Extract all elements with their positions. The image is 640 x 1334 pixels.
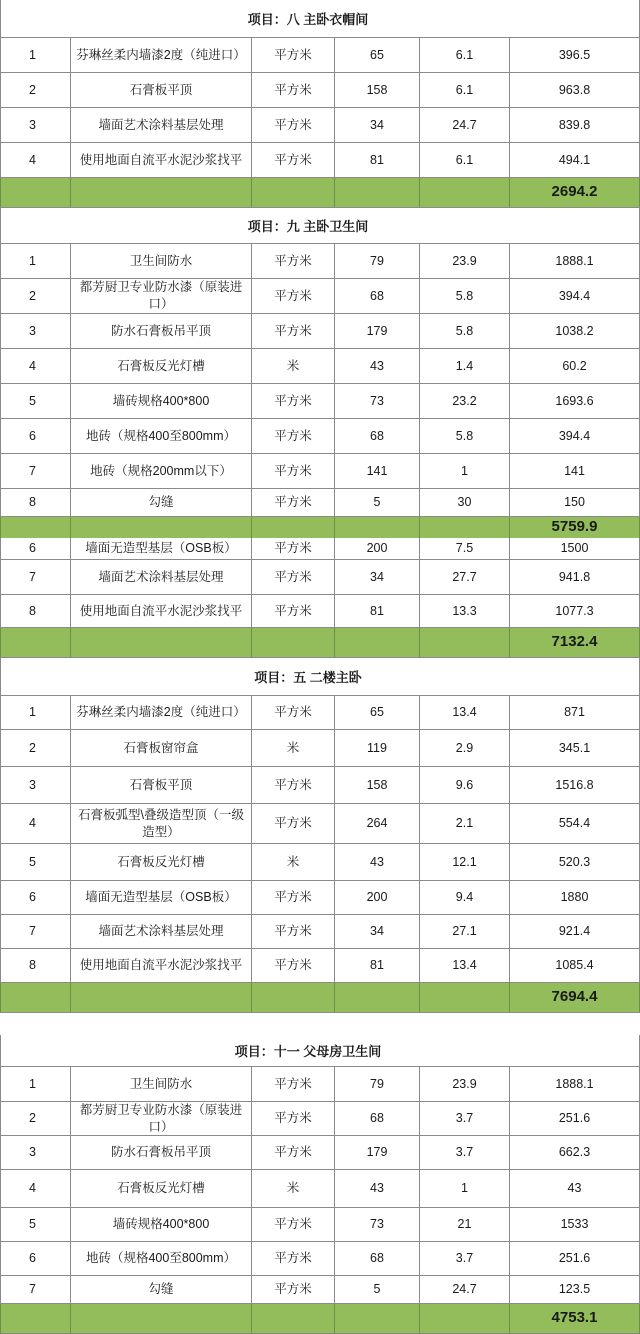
item-unit-price: 3.7 (419, 1136, 509, 1169)
section-title-text: 项目：九 主卧卫生间 (247, 219, 369, 234)
item-number: 1 (0, 38, 70, 72)
item-quantity: 79 (334, 244, 419, 278)
item-unit: 米 (251, 349, 334, 383)
item-unit: 平方米 (251, 314, 334, 348)
item-number: 6 (0, 538, 70, 559)
item-name: 地砖（规格400至800mm） (70, 1242, 251, 1275)
item-unit: 平方米 (251, 595, 334, 627)
item-amount: 1516.8 (509, 767, 640, 803)
item-unit-price: 2.1 (419, 804, 509, 843)
item-unit: 平方米 (251, 419, 334, 453)
table-row (0, 73, 640, 108)
item-unit-price: 23.9 (419, 244, 509, 278)
item-number: 5 (0, 384, 70, 418)
item-amount: 520.3 (509, 844, 640, 880)
item-quantity: 158 (334, 73, 419, 107)
item-name: 石膏板弧型\叠级造型顶（一级造型） (70, 804, 251, 843)
item-amount: 251.6 (509, 1242, 640, 1275)
item-number: 7 (0, 560, 70, 594)
item-unit-price: 5.8 (419, 419, 509, 453)
item-unit: 平方米 (251, 143, 334, 177)
table-row (0, 1102, 640, 1136)
table-row (0, 881, 640, 915)
item-quantity: 79 (334, 1067, 419, 1101)
item-name: 地砖（规格400至800mm） (70, 419, 251, 453)
item-name: 石膏板平顶 (70, 767, 251, 803)
subtotal-empty-cell (70, 178, 251, 207)
item-quantity: 34 (334, 108, 419, 142)
section-title (0, 1035, 640, 1067)
item-name: 墙面艺术涂料基层处理 (70, 108, 251, 142)
item-quantity: 158 (334, 767, 419, 803)
item-unit: 平方米 (251, 1067, 334, 1101)
item-name: 石膏板反光灯槽 (70, 1170, 251, 1207)
item-amount: 941.8 (509, 560, 640, 594)
item-unit-price: 1 (419, 454, 509, 488)
item-unit-price: 5.8 (419, 279, 509, 313)
item-unit-price: 6.1 (419, 38, 509, 72)
item-name: 石膏板反光灯槽 (70, 349, 251, 383)
section-title-text: 项目：五 二楼主卧 (254, 670, 362, 685)
quote-section (0, 0, 640, 208)
item-unit-price: 30 (419, 489, 509, 516)
item-amount: 141 (509, 454, 640, 488)
item-quantity: 34 (334, 560, 419, 594)
item-amount: 123.5 (509, 1276, 640, 1303)
item-name: 卫生间防水 (70, 244, 251, 278)
item-amount: 251.6 (509, 1102, 640, 1135)
item-quantity: 65 (334, 696, 419, 729)
item-number: 4 (0, 1170, 70, 1207)
item-unit: 平方米 (251, 1208, 334, 1241)
quote-section (0, 658, 640, 1013)
item-quantity: 68 (334, 1242, 419, 1275)
item-name: 防水石膏板吊平顶 (70, 314, 251, 348)
subtotal-empty-cell (419, 178, 509, 207)
item-quantity: 5 (334, 489, 419, 516)
item-unit-price: 3.7 (419, 1102, 509, 1135)
item-quantity: 68 (334, 419, 419, 453)
item-unit-price: 13.4 (419, 949, 509, 982)
table-row (0, 730, 640, 767)
item-unit: 平方米 (251, 1242, 334, 1275)
table-row (0, 244, 640, 279)
item-unit: 平方米 (251, 915, 334, 948)
item-amount: 662.3 (509, 1136, 640, 1169)
subtotal-empty-cell (251, 1304, 334, 1333)
item-quantity: 179 (334, 314, 419, 348)
table-row (0, 1208, 640, 1242)
item-unit: 平方米 (251, 454, 334, 488)
item-name: 防水石膏板吊平顶 (70, 1136, 251, 1169)
item-amount: 871 (509, 696, 640, 729)
subtotal-empty-cell (70, 517, 251, 538)
section-title-text: 项目：八 主卧衣帽间 (247, 12, 369, 27)
subtotal-amount: 2694.2 (509, 178, 640, 207)
item-unit-price: 9.4 (419, 881, 509, 914)
item-number: 6 (0, 881, 70, 914)
item-number: 3 (0, 767, 70, 803)
item-name: 石膏板窗帘盒 (70, 730, 251, 766)
subtotal-empty-cell (419, 628, 509, 657)
item-number: 2 (0, 279, 70, 313)
subtotal-empty-cell (0, 983, 70, 1012)
item-unit: 平方米 (251, 1102, 334, 1135)
item-unit-price: 5.8 (419, 314, 509, 348)
item-amount: 150 (509, 489, 640, 516)
item-amount: 1693.6 (509, 384, 640, 418)
table-row (0, 38, 640, 73)
subtotal-empty-cell (70, 983, 251, 1012)
item-unit: 平方米 (251, 244, 334, 278)
item-amount: 394.4 (509, 419, 640, 453)
item-unit: 平方米 (251, 1136, 334, 1169)
item-number: 8 (0, 595, 70, 627)
item-amount: 43 (509, 1170, 640, 1207)
item-unit: 平方米 (251, 804, 334, 843)
item-name: 石膏板反光灯槽 (70, 844, 251, 880)
quote-section (0, 538, 640, 658)
item-unit-price: 23.2 (419, 384, 509, 418)
item-unit: 平方米 (251, 384, 334, 418)
item-amount: 1038.2 (509, 314, 640, 348)
table-row (0, 560, 640, 595)
table-row (0, 1067, 640, 1102)
item-unit: 米 (251, 730, 334, 766)
item-quantity: 81 (334, 949, 419, 982)
subtotal-empty-cell (0, 628, 70, 657)
table-row (0, 538, 640, 560)
item-number: 4 (0, 143, 70, 177)
subtotal-amount: 5759.9 (509, 517, 640, 538)
quote-section (0, 208, 640, 539)
item-quantity: 68 (334, 279, 419, 313)
item-number: 5 (0, 844, 70, 880)
item-unit: 平方米 (251, 38, 334, 72)
subtotal-empty-cell (419, 1304, 509, 1333)
table-row (0, 454, 640, 489)
item-quantity: 5 (334, 1276, 419, 1303)
item-quantity: 43 (334, 1170, 419, 1207)
item-quantity: 81 (334, 595, 419, 627)
item-amount: 345.1 (509, 730, 640, 766)
item-name: 都芳厨卫专业防水漆（原装进口） (70, 279, 251, 313)
item-unit-price: 6.1 (419, 143, 509, 177)
item-amount: 921.4 (509, 915, 640, 948)
section-title (0, 658, 640, 696)
item-amount: 1533 (509, 1208, 640, 1241)
item-name: 勾缝 (70, 489, 251, 516)
item-number: 6 (0, 419, 70, 453)
item-amount: 554.4 (509, 804, 640, 843)
item-quantity: 200 (334, 538, 419, 559)
table-row (0, 844, 640, 881)
item-amount: 1500 (509, 538, 640, 559)
item-amount: 394.4 (509, 279, 640, 313)
item-number: 2 (0, 1102, 70, 1135)
item-name: 墙面无造型基层（OSB板） (70, 881, 251, 914)
item-unit: 平方米 (251, 73, 334, 107)
item-name: 墙砖规格400*800 (70, 1208, 251, 1241)
item-unit: 米 (251, 844, 334, 880)
item-number: 7 (0, 915, 70, 948)
item-number: 4 (0, 804, 70, 843)
subtotal-amount: 7132.4 (509, 628, 640, 657)
table-row (0, 696, 640, 730)
table-row (0, 384, 640, 419)
item-quantity: 43 (334, 349, 419, 383)
item-name: 石膏板平顶 (70, 73, 251, 107)
item-name: 勾缝 (70, 1276, 251, 1303)
item-number: 1 (0, 696, 70, 729)
item-name: 使用地面自流平水泥沙浆找平 (70, 143, 251, 177)
item-unit-price: 9.6 (419, 767, 509, 803)
item-number: 3 (0, 108, 70, 142)
item-unit-price: 12.1 (419, 844, 509, 880)
item-number: 3 (0, 1136, 70, 1169)
section-title (0, 0, 640, 38)
subtotal-empty-cell (0, 517, 70, 538)
item-name: 墙面艺术涂料基层处理 (70, 560, 251, 594)
item-quantity: 73 (334, 384, 419, 418)
item-number: 4 (0, 349, 70, 383)
table-row (0, 595, 640, 628)
subtotal-empty-cell (334, 517, 419, 538)
item-name: 都芳厨卫专业防水漆（原装进口） (70, 1102, 251, 1135)
item-unit: 平方米 (251, 767, 334, 803)
item-unit: 平方米 (251, 108, 334, 142)
item-quantity: 73 (334, 1208, 419, 1241)
item-quantity: 68 (334, 1102, 419, 1135)
item-name: 墙砖规格400*800 (70, 384, 251, 418)
table-row (0, 143, 640, 178)
table-row (0, 1242, 640, 1276)
subtotal-empty-cell (419, 983, 509, 1012)
item-number: 1 (0, 1067, 70, 1101)
item-amount: 494.1 (509, 143, 640, 177)
item-quantity: 65 (334, 38, 419, 72)
table-row (0, 767, 640, 804)
item-unit-price: 7.5 (419, 538, 509, 559)
item-quantity: 34 (334, 915, 419, 948)
item-amount: 396.5 (509, 38, 640, 72)
item-unit-price: 13.4 (419, 696, 509, 729)
subtotal-empty-cell (0, 178, 70, 207)
table-row (0, 1170, 640, 1208)
subtotal-row (0, 983, 640, 1013)
table-row (0, 489, 640, 517)
item-name: 地砖（规格200mm以下） (70, 454, 251, 488)
item-number: 1 (0, 244, 70, 278)
item-name: 使用地面自流平水泥沙浆找平 (70, 949, 251, 982)
item-unit-price: 1.4 (419, 349, 509, 383)
table-row (0, 108, 640, 143)
item-amount: 1888.1 (509, 244, 640, 278)
subtotal-row (0, 1304, 640, 1334)
subtotal-row (0, 517, 640, 539)
table-row (0, 1136, 640, 1170)
subtotal-empty-cell (334, 178, 419, 207)
item-name: 芬琳丝柔内墙漆2度（纯进口） (70, 696, 251, 729)
item-unit: 平方米 (251, 279, 334, 313)
item-unit-price: 1 (419, 1170, 509, 1207)
subtotal-empty-cell (251, 983, 334, 1012)
item-amount: 963.8 (509, 73, 640, 107)
item-quantity: 43 (334, 844, 419, 880)
subtotal-empty-cell (0, 1304, 70, 1333)
table-row (0, 915, 640, 949)
item-unit-price: 2.9 (419, 730, 509, 766)
subtotal-empty-cell (251, 178, 334, 207)
item-unit: 平方米 (251, 538, 334, 559)
item-unit: 平方米 (251, 881, 334, 914)
table-row (0, 349, 640, 384)
item-unit: 平方米 (251, 489, 334, 516)
table-row (0, 1276, 640, 1304)
item-quantity: 81 (334, 143, 419, 177)
item-quantity: 179 (334, 1136, 419, 1169)
item-quantity: 119 (334, 730, 419, 766)
item-quantity: 141 (334, 454, 419, 488)
subtotal-empty-cell (251, 628, 334, 657)
subtotal-empty-cell (334, 1304, 419, 1333)
item-unit-price: 21 (419, 1208, 509, 1241)
item-amount: 1880 (509, 881, 640, 914)
item-quantity: 264 (334, 804, 419, 843)
item-amount: 60.2 (509, 349, 640, 383)
item-number: 5 (0, 1208, 70, 1241)
item-amount: 1085.4 (509, 949, 640, 982)
item-unit-price: 13.3 (419, 595, 509, 627)
quote-section (0, 1035, 640, 1334)
subtotal-amount: 4753.1 (509, 1304, 640, 1333)
item-name: 墙面无造型基层（OSB板） (70, 538, 251, 559)
item-unit-price: 27.1 (419, 915, 509, 948)
section-title-text: 项目：十一 父母房卫生间 (234, 1044, 382, 1059)
item-number: 8 (0, 949, 70, 982)
item-number: 6 (0, 1242, 70, 1275)
item-unit-price: 23.9 (419, 1067, 509, 1101)
item-name: 卫生间防水 (70, 1067, 251, 1101)
item-unit-price: 3.7 (419, 1242, 509, 1275)
item-unit: 平方米 (251, 949, 334, 982)
item-number: 7 (0, 1276, 70, 1303)
table-row (0, 314, 640, 349)
subtotal-empty-cell (70, 1304, 251, 1333)
subtotal-amount: 7694.4 (509, 983, 640, 1012)
item-amount: 839.8 (509, 108, 640, 142)
item-number: 2 (0, 730, 70, 766)
subtotal-row (0, 178, 640, 208)
item-quantity: 200 (334, 881, 419, 914)
item-unit-price: 24.7 (419, 108, 509, 142)
item-unit-price: 24.7 (419, 1276, 509, 1303)
subtotal-empty-cell (251, 517, 334, 538)
subtotal-empty-cell (334, 983, 419, 1012)
item-unit: 米 (251, 1170, 334, 1207)
subtotal-empty-cell (334, 628, 419, 657)
item-number: 3 (0, 314, 70, 348)
subtotal-row (0, 628, 640, 658)
item-unit-price: 27.7 (419, 560, 509, 594)
item-name: 芬琳丝柔内墙漆2度（纯进口） (70, 38, 251, 72)
table-row (0, 804, 640, 844)
item-unit: 平方米 (251, 1276, 334, 1303)
item-number: 8 (0, 489, 70, 516)
item-unit: 平方米 (251, 696, 334, 729)
subtotal-empty-cell (70, 628, 251, 657)
item-number: 7 (0, 454, 70, 488)
item-amount: 1888.1 (509, 1067, 640, 1101)
table-row (0, 419, 640, 454)
subtotal-empty-cell (419, 517, 509, 538)
item-name: 使用地面自流平水泥沙浆找平 (70, 595, 251, 627)
table-row (0, 279, 640, 314)
item-unit-price: 6.1 (419, 73, 509, 107)
section-title (0, 208, 640, 244)
table-row (0, 949, 640, 983)
item-unit: 平方米 (251, 560, 334, 594)
item-number: 2 (0, 73, 70, 107)
item-amount: 1077.3 (509, 595, 640, 627)
item-name: 墙面艺术涂料基层处理 (70, 915, 251, 948)
